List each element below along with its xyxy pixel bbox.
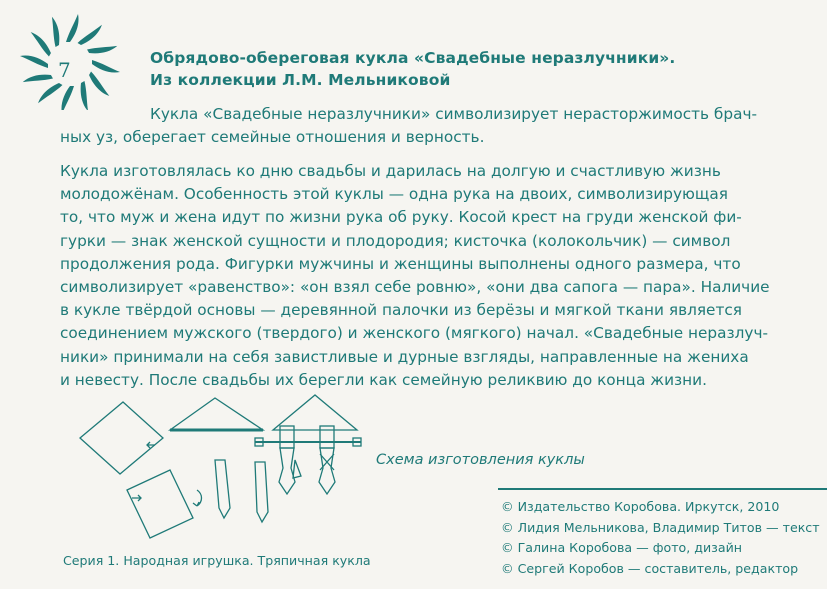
text-line: ных уз, оберегает семейные отношения и верность. — [60, 128, 485, 147]
title-line: Обрядово-обереговая кукла «Свадебные неразлучники». — [150, 49, 676, 67]
title-line: Из коллекции Л.М. Мельниковой — [150, 71, 451, 89]
text-line: символизирует «равенство»: «он взял себе ровню», «они два сапога — пара». Наличие — [60, 278, 770, 297]
text-line: Кукла изготовлялась ко дню свадьбы и дарилась на долгую и счастливую жизнь — [60, 162, 721, 180]
text-line: Кукла «Свадебные неразлучники» символизирует нерасторжимость брач- — [150, 105, 757, 123]
credit-line: © Сергей Коробов — составитель, редактор — [501, 560, 799, 576]
sunburst-swirl-icon — [18, 12, 128, 110]
page-title — [150, 47, 810, 91]
credit-line: © Лидия Мельникова, Владимир Титов — текст — [501, 519, 820, 535]
intro-paragraph — [60, 103, 780, 149]
text-line: ники» принимали на себя завистливые и дурные взгляды, направленные на жениха — [60, 347, 749, 366]
text-line: продолжения рода. Фигурки мужчины и женщины выполнены одного размера, что — [60, 254, 741, 273]
text-line: и невесту. После свадьбы их берегли как семейную реликвию до конца жизни. — [60, 370, 707, 389]
badge-number: 7 — [58, 58, 71, 82]
diagram-caption: Схема изготовления куклы — [376, 452, 585, 468]
doll-assembly-diagram — [75, 390, 375, 540]
text-line: соединением мужского (твердого) и женского (мягкого) начал. «Свадебные неразлуч- — [60, 324, 769, 343]
text-line: то, что муж и жена идут по жизни рука об руку. Косой крест на груди женской фи- — [60, 208, 742, 227]
text-line: в кукле твёрдой основы — деревянной палочки из берёзы и мягкой ткани является — [60, 301, 742, 320]
text-line: молодожёнам. Особенность этой куклы — одна рука на двоих, символизирующая — [60, 185, 728, 204]
credit-line: © Галина Коробова — фото, дизайн — [501, 540, 742, 555]
text-line: гурки — знак женской сущности и плодородия; кисточка (колокольчик) — символ — [60, 231, 731, 250]
credits-block — [501, 497, 820, 579]
series-label: Серия 1. Народная игрушка. Тряпичная кукла — [63, 553, 371, 568]
divider — [498, 488, 827, 490]
credit-line: © Издательство Коробова. Иркутск, 2010 — [501, 499, 780, 514]
body-paragraph — [60, 160, 780, 392]
